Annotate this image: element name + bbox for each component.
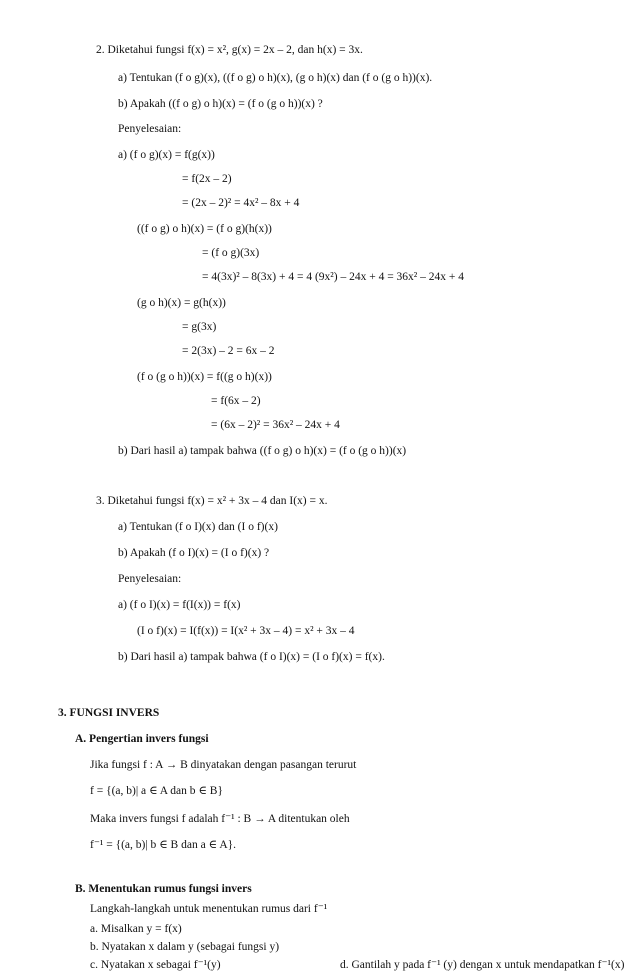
solution-line: = 2(3x) – 2 = 6x – 2 <box>182 345 275 357</box>
solution-line: a) (f o g)(x) = f(g(x)) <box>118 149 215 161</box>
problem-3-statement: 3. Diketahui fungsi f(x) = x² + 3x – 4 dan I(x) = x. <box>96 495 328 507</box>
problem-2-question-b: b) Apakah ((f o g) o h)(x) = (f o (g o h))(x) ? <box>118 98 323 110</box>
solution-line: = f(6x – 2) <box>211 395 261 407</box>
problem-3-question-b: b) Apakah (f o I)(x) = (I o f)(x) ? <box>118 547 270 559</box>
solution-line: = f(2x – 2) <box>182 173 232 185</box>
step-item: c. Nyatakan x sebagai f⁻¹(y) <box>90 959 221 971</box>
solution-label: Penyelesaian: <box>118 573 182 585</box>
problem-2-statement: 2. Diketahui fungsi f(x) = x², g(x) = 2x – 2, dan h(x) = 3x. <box>96 44 363 56</box>
definition-formula: f = {(a, b)| a ∈ A dan b ∈ B} <box>90 785 223 797</box>
solution-line: (I o f)(x) = I(f(x)) = I(x² + 3x – 4) = x² + 3x – 4 <box>137 625 355 637</box>
problem-3-conclusion: b) Dari hasil a) tampak bahwa (f o I)(x) = (I o f)(x) = f(x). <box>118 651 385 663</box>
problem-3-question-a: a) Tentukan (f o I)(x) dan (I o f)(x) <box>118 521 278 533</box>
solution-line: = g(3x) <box>182 321 217 333</box>
subsection-heading: A. Pengertian invers fungsi <box>75 733 209 745</box>
step-item: a. Misalkan y = f(x) <box>90 923 182 935</box>
solution-label: Penyelesaian: <box>118 123 182 135</box>
solution-line: a) (f o I)(x) = f(I(x)) = f(x) <box>118 599 241 611</box>
subsection-heading: B. Menentukan rumus fungsi invers <box>75 883 252 895</box>
problem-2-conclusion: b) Dari hasil a) tampak bahwa ((f o g) o h)(x) = (f o (g o h))(x) <box>118 445 407 457</box>
step-item: d. Gantilah y pada f⁻¹ (y) dengan x untuk mendapatkan f⁻¹(x) <box>340 959 625 971</box>
solution-line: (f o (g o h))(x) = f((g o h)(x)) <box>137 371 272 383</box>
steps-intro: Langkah-langkah untuk menentukan rumus dari f⁻¹ <box>90 903 328 915</box>
step-item: b. Nyatakan x dalam y (sebagai fungsi y) <box>90 941 280 953</box>
solution-line: = (2x – 2)² = 4x² – 8x + 4 <box>182 197 300 209</box>
solution-line: (g o h)(x) = g(h(x)) <box>137 297 226 309</box>
problem-2-question-a: a) Tentukan (f o g)(x), ((f o g) o h)(x), (g o h)(x) dan (f o (g o h))(x). <box>118 72 433 84</box>
section-heading: 3. FUNGSI INVERS <box>58 707 160 719</box>
definition-text: Jika fungsi f : A → B dinyatakan dengan pasangan terurut <box>90 759 357 771</box>
inverse-definition-text: Maka invers fungsi f adalah f⁻¹ : B → A ditentukan oleh <box>90 813 350 825</box>
inverse-definition-formula: f⁻¹ = {(a, b)| b ∈ B dan a ∈ A}. <box>90 839 237 851</box>
solution-line: = 4(3x)² – 8(3x) + 4 = 4 (9x²) – 24x + 4 = 36x² – 24x + 4 <box>202 271 464 283</box>
solution-line: = (f o g)(3x) <box>202 247 260 259</box>
solution-line: ((f o g) o h)(x) = (f o g)(h(x)) <box>137 223 272 235</box>
solution-line: = (6x – 2)² = 36x² – 24x + 4 <box>211 419 340 431</box>
